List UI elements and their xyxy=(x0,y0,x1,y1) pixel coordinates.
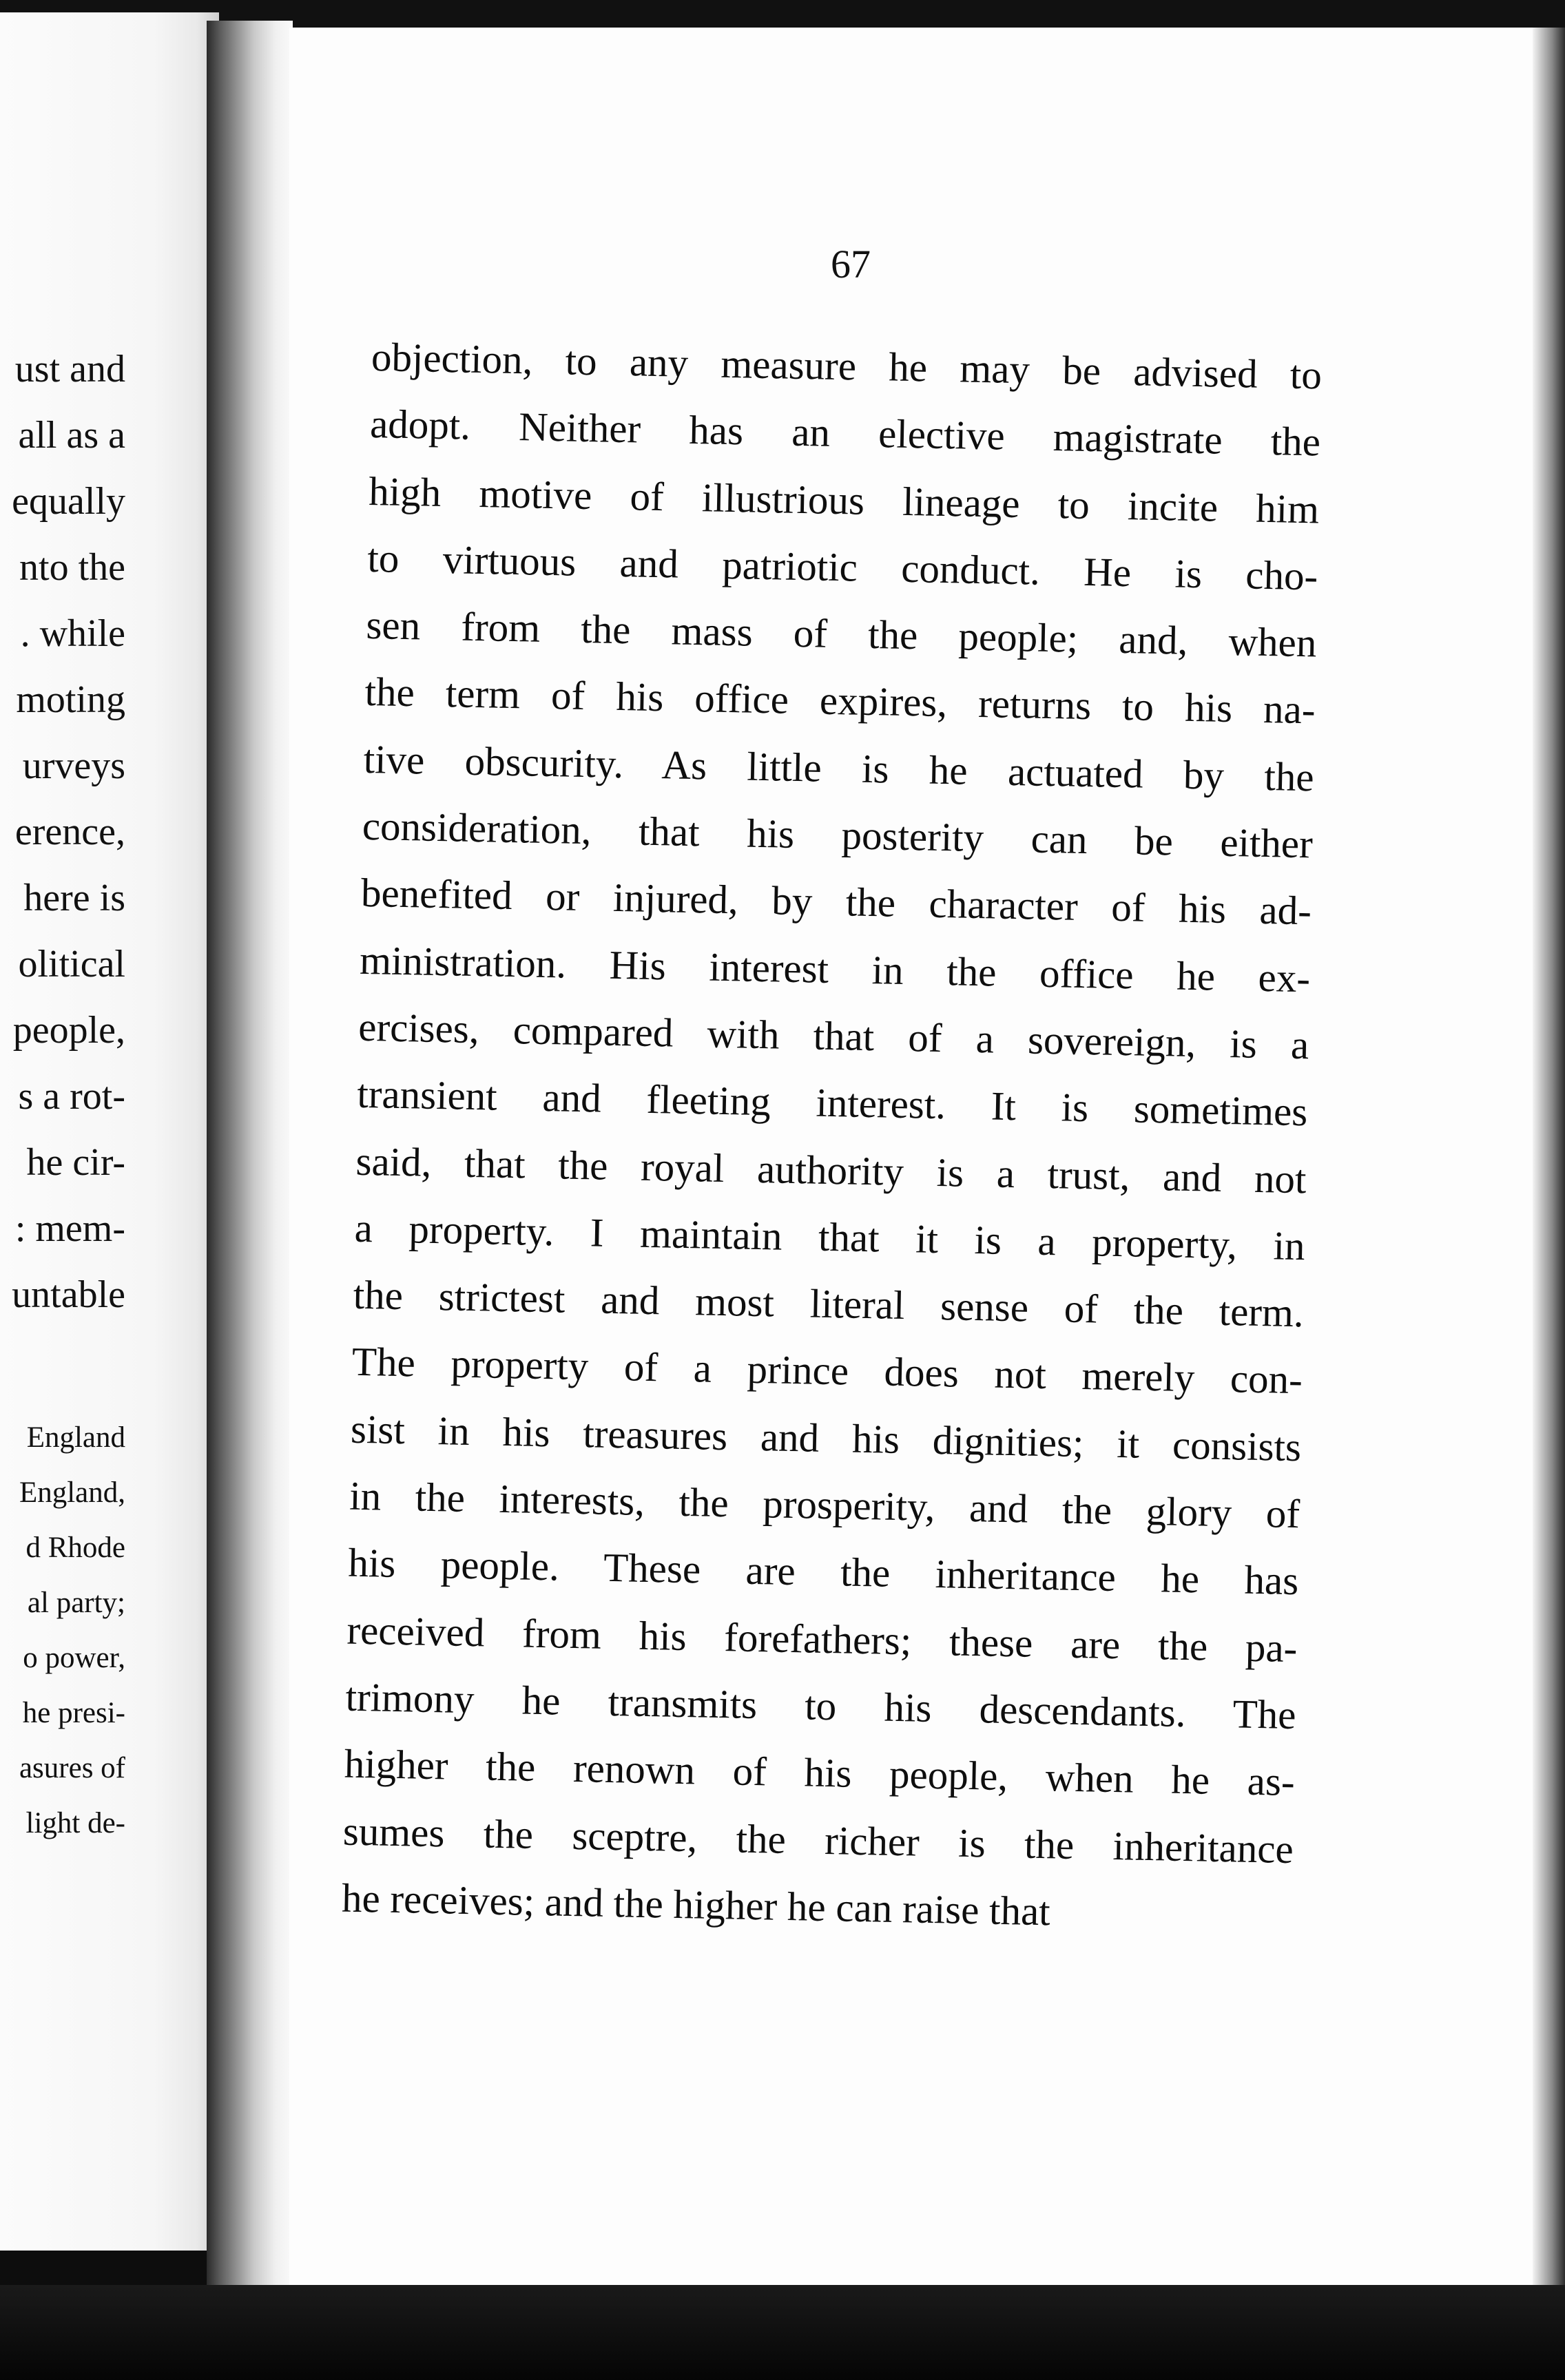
left-page-line: he cir- xyxy=(26,1141,125,1184)
text-line: higher the renown of his people, when he as- xyxy=(344,1740,1296,1805)
text-line: tive obscurity. As little is he actuated by the xyxy=(363,735,1315,800)
text-line: objection, to any measure he may be advised to xyxy=(371,333,1323,398)
left-page-footnote-line: light de- xyxy=(25,1807,125,1839)
text-line: benefited or injured, by the character of his ad- xyxy=(360,870,1312,934)
text-line: a property. I maintain that it is a property, in xyxy=(354,1204,1306,1269)
text-line: he receives; and the higher he can raise that xyxy=(341,1875,1051,1934)
page-edge-shadow xyxy=(1533,28,1565,2285)
left-page-footnote-line: England xyxy=(26,1421,125,1454)
left-page-line: : mem- xyxy=(14,1207,125,1250)
left-page-footnote-line: d Rhode xyxy=(25,1532,125,1564)
facing-page-left xyxy=(0,12,219,2251)
left-page-footnote-line: al party; xyxy=(27,1587,125,1619)
left-page-line: ust and xyxy=(14,348,125,390)
left-page-line: olitical xyxy=(18,943,125,985)
left-page-line: here is xyxy=(23,877,125,919)
text-line: The property of a prince does not merely con- xyxy=(351,1339,1303,1403)
left-page-line: all as a xyxy=(18,414,125,457)
page-number: 67 xyxy=(831,242,871,286)
left-page-line: nto the xyxy=(19,546,125,589)
left-page-line: untable xyxy=(12,1273,125,1316)
scan-border-bottom xyxy=(0,2285,1565,2380)
text-line: sen from the mass of the people; and, when xyxy=(365,602,1317,666)
text-line: his people. These are the inheritance he has xyxy=(347,1540,1299,1604)
text-line: said, that the royal authority is a trust, and not xyxy=(355,1138,1307,1202)
left-page-line: people, xyxy=(12,1009,125,1052)
left-page-footnote-line: he presi- xyxy=(22,1697,125,1729)
text-line: high motive of illustrious lineage to incite him xyxy=(368,468,1320,532)
text-line: the term of his office expires, returns to his na- xyxy=(364,669,1316,733)
left-page-footnote-line: asures of xyxy=(19,1752,125,1784)
text-line: adopt. Neither has an elective magistrate the xyxy=(369,401,1321,465)
text-line: ercises, compared with that of a sovereign, is a xyxy=(357,1003,1309,1068)
text-line: to virtuous and patriotic conduct. He is cho- xyxy=(366,534,1318,599)
left-page-line: . while xyxy=(20,612,125,655)
left-page-line: urveys xyxy=(22,744,125,787)
left-page-footnote-line: England, xyxy=(19,1476,125,1509)
left-page-line: s a rot- xyxy=(18,1075,125,1118)
text-line: consideration, that his posterity can be either xyxy=(362,802,1314,867)
body-text xyxy=(341,324,1323,1950)
text-line: sist in his treasures and his dignities; it consists xyxy=(350,1406,1302,1470)
book-gutter xyxy=(207,21,293,2293)
left-page-line: erence, xyxy=(14,811,125,853)
text-line: sumes the sceptre, the richer is the inheritance xyxy=(342,1808,1294,1872)
text-line: received from his forefathers; these are the pa- xyxy=(346,1607,1298,1671)
text-line: ministration. His interest in the office he ex- xyxy=(359,937,1311,1001)
left-page-footnote-line: o power, xyxy=(23,1642,125,1674)
text-line: trimony he transmits to his descendants. The xyxy=(345,1673,1297,1738)
left-page-line: equally xyxy=(12,480,125,523)
text-line: in the interests, the prosperity, and the glory of xyxy=(349,1472,1300,1537)
left-page-line: moting xyxy=(16,678,125,721)
text-line: transient and fleeting interest. It is sometimes xyxy=(356,1071,1308,1135)
text-line: the strictest and most literal sense of the term. xyxy=(353,1271,1305,1336)
